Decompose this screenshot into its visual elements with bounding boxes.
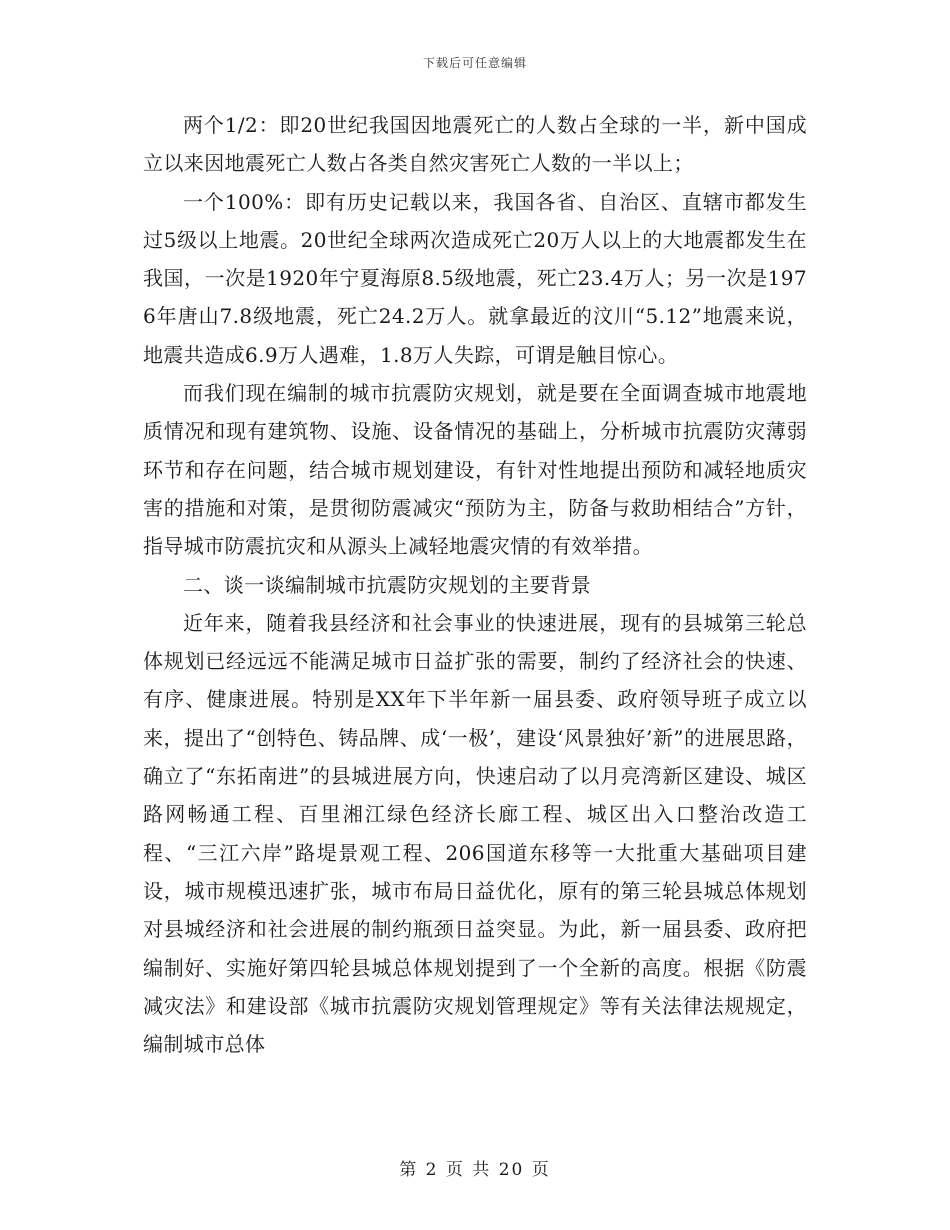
paragraph-background: 近年来，随着我县经济和社会事业的快速进展，现有的县城第三轮总体规划已经远远不能满足城市日益扩张的需要，制约了经济社会的快速、有序、健康进展。特别是XX年下半年新一届县委、政府领导班子成立以来，提出了“创特色、铸品牌、成‘一极’，建设‘风景独好’新”的进展思路，确立了“东拓南进”的县城进展方向，快速启动了以月亮湾新区建设、城区路网畅通工程、百里湘江绿色经济长廊工程、城区出入口整治改造工程、“三江六岸”路堤景观工程、206国道东移等一大批重大基础项目建设，城市规模迅速扩张，城市布局日益优化，原有的第三轮县城总体规划对县城经济和社会进展的制约瓶颈日益突显。为此，新一届县委、政府把编制好、实施好第四轮县城总体规划提到了一个全新的高度。根据《防震减灾法》和建设部《城市抗震防灾规划管理规定》等有关法律法规规定，编制城市总体 bbox=[143, 610, 807, 1057]
paragraph-planning-purpose: 而我们现在编制的城市抗震防灾规划，就是要在全面调查城市地震地质情况和现有建筑物、设施、设备情况的基础上，分析城市抗震防灾薄弱环节和存在问题，结合城市规划建设，有针对性地提出预防和减轻地质灾害的措施和对策，是贯彻防震减灾“预防为主，防备与救助相结合”方针，指导城市防震抗灾和从源头上减轻地震灾情的有效举措。 bbox=[143, 381, 807, 559]
document-body bbox=[143, 106, 807, 1063]
paragraph-two-halves: 两个1/2：即20世纪我国因地震死亡的人数占全球的一半，新中国成立以来因地震死亡人数占各类自然灾害死亡人数的一半以上； bbox=[143, 113, 807, 176]
paragraph-one-hundred-percent: 一个100%：即有历史记载以来，我国各省、自治区、直辖市都发生过5级以上地震。20世纪全球两次造成死亡20万人以上的大地震都发生在我国，一次是1920年宁夏海原8.5级地震，死亡23.4万人；另一次是1976年唐山7.8级地震，死亡24.2万人。就拿最近的汶川“5.12”地震来说，地震共造成6.9万人遇难，1.8万人失踪，可谓是触目惊心。 bbox=[143, 189, 807, 367]
page-number-footer: 第 2 页 共 20 页 bbox=[399, 1160, 551, 1180]
section-heading-background: 二、谈一谈编制城市抗震防灾规划的主要背景 bbox=[183, 572, 591, 597]
page-header-note: 下载后可任意编辑 bbox=[422, 56, 527, 70]
